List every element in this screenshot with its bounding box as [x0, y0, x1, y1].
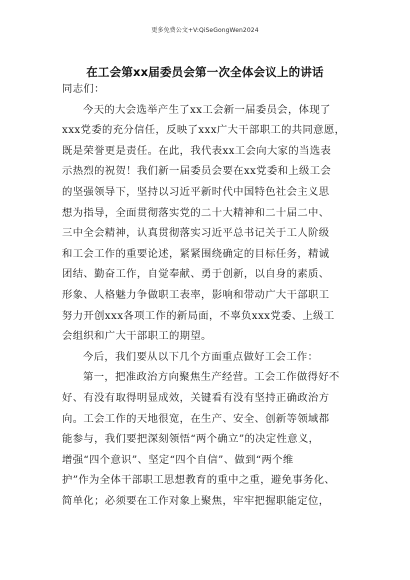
body-line: 第一，把准政治方向聚焦生产经营。工会工作做得好不: [83, 371, 340, 384]
body-line: 同志们：: [62, 83, 105, 95]
body-line: 护”作为全体干部职工思想教育的重中之重，避免事务化、: [62, 474, 336, 487]
body-line: 今天的大会选举产生了xx工会新一届委员会，体现了: [83, 103, 331, 116]
body-line: 增强“四个意识”、坚定“四个自信”、做到“两个维: [62, 453, 294, 466]
body-line: 向。工会工作的天地很宽，在生产、安全、创新等领域都: [62, 412, 330, 425]
body-line: 形象、人格魅力争做职工表率，影响和带动广大干部职工: [62, 288, 330, 301]
body-line: 会组织和广大干部职工的期望。: [62, 330, 212, 343]
body-line: 三中全会精神，认真贯彻落实习近平总书记关于工人阶级: [62, 227, 330, 240]
header-note: 更多免费公文+V:QiSeGongWen2024: [151, 27, 259, 34]
body-line: 简单化；必须要在工作对象上聚焦，牢牢把握职能定位，: [62, 494, 330, 507]
body-line: 努力开创xxx各项工作的新局面，不辜负xxx党委、上级工: [62, 309, 335, 322]
body-line: 今后，我们要从以下几个方面重点做好工会工作：: [83, 350, 319, 363]
body-line: 团结、勤奋工作，自觉奉献、勇于创新，以自身的素质、: [62, 268, 330, 281]
body-line: 好、有没有取得明显成效，关键看有没有坚持正确政治方: [62, 391, 330, 404]
body-line: 和工会工作的重要论述，紧紧围绕确定的目标任务，精诚: [62, 247, 330, 260]
body-line: xxx党委的充分信任，反映了xxx广大干部职工的共同意愿，: [62, 124, 346, 137]
body-line: 能参与，我们要把深刻领悟“两个确立”的决定性意义，: [62, 433, 320, 446]
document-title: 在工会第xx届委员会第一次全体会议上的讲话: [86, 65, 324, 79]
body-line: 的坚强领导下，坚持以习近平新时代中国特色社会主义思: [62, 185, 330, 198]
document-body: [62, 79, 354, 511]
body-line: 既是荣誉更是责任。在此，我代表xx工会向大家的当选表: [62, 144, 332, 157]
body-line: 想为指导，全面贯彻落实党的二十大精神和二十届二中、: [62, 206, 330, 219]
body-line: 示热烈的祝贺！我们新一届委员会要在xx党委和上级工会: [62, 165, 332, 178]
